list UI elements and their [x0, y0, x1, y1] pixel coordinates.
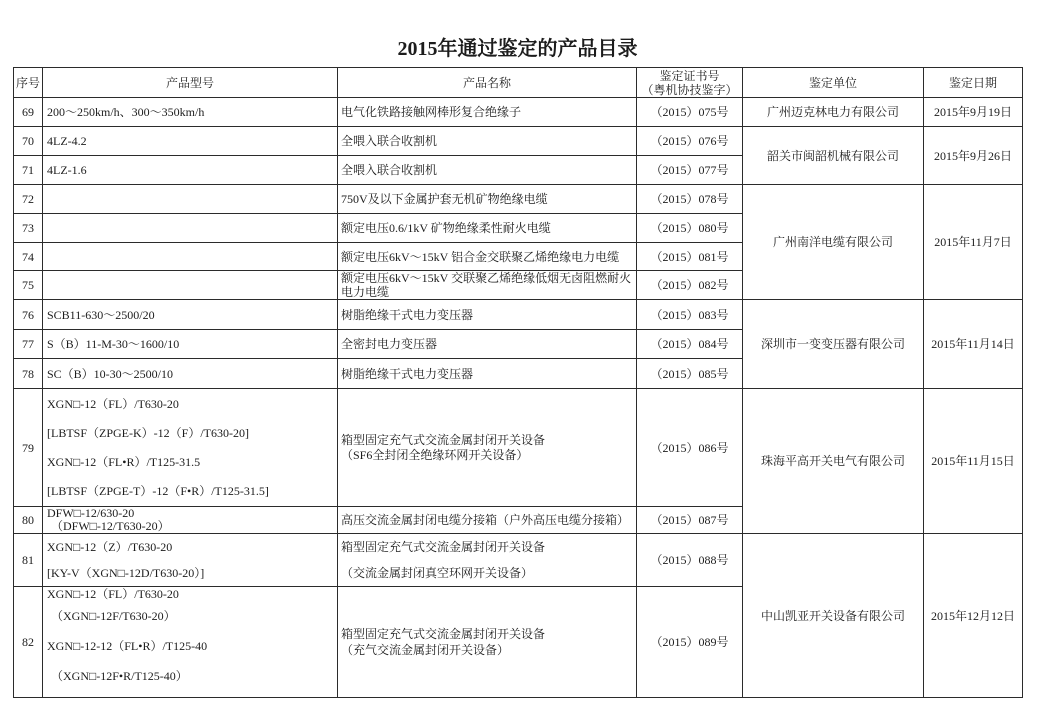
name-line: 电气化铁路接触网棒形复合绝缘子	[341, 105, 522, 119]
row-cert: （2015）087号	[637, 507, 743, 534]
model-line: （DFW□-12/T630-20）	[51, 519, 170, 533]
row-name	[338, 243, 637, 271]
name-line: 箱型固定充气式交流金属封闭开关设备	[341, 540, 546, 554]
row-cert: （2015）082号	[637, 271, 743, 300]
model-line: S（B）11-M-30～1600/10	[47, 337, 180, 351]
row-model	[43, 300, 338, 330]
table-row	[14, 534, 1023, 587]
row-model	[43, 127, 338, 156]
row-model	[43, 98, 338, 127]
model-line: XGN□-12（FL）/T630-20	[47, 587, 179, 601]
row-name	[338, 389, 637, 507]
row-name	[338, 271, 637, 300]
table-row	[14, 185, 1023, 214]
table-row	[14, 300, 1023, 330]
row-cert: （2015）083号	[637, 300, 743, 330]
row-model	[43, 156, 338, 185]
date-cell: 2015年12月12日	[924, 534, 1023, 698]
name-line: 树脂绝缘干式电力变压器	[341, 366, 474, 381]
row-seq: 76	[14, 300, 43, 330]
row-name	[338, 185, 637, 214]
row-name	[338, 507, 637, 534]
header-name: 产品名称	[338, 68, 637, 98]
row-model	[43, 185, 338, 214]
row-seq: 80	[14, 507, 43, 534]
name-line: 额定电压0.6/1kV 矿物绝缘柔性耐火电缆	[341, 221, 551, 235]
row-seq: 78	[14, 359, 43, 389]
name-line: 高压交流金属封闭电缆分接箱（户外高压电缆分接箱）	[341, 513, 630, 527]
model-line: SCB11-630～2500/20	[47, 307, 155, 322]
header-cert	[637, 68, 743, 98]
row-seq: 71	[14, 156, 43, 185]
name-line: 箱型固定充气式交流金属封闭开关设备	[341, 627, 546, 641]
name-line: 额定电压6kV～15kV 铝合金交联聚乙烯绝缘电力电缆	[341, 249, 620, 264]
row-cert: （2015）078号	[637, 185, 743, 214]
row-cert: （2015）086号	[637, 389, 743, 507]
row-name	[338, 359, 637, 389]
model-line: 4LZ-1.6	[47, 163, 87, 177]
table-row	[14, 98, 1023, 127]
model-line: 4LZ-4.2	[47, 134, 87, 148]
table-row	[14, 389, 1023, 507]
row-cert: （2015）080号	[637, 214, 743, 243]
date-cell: 2015年11月7日	[924, 185, 1023, 300]
model-line: XGN□-12（FL）/T630-20	[47, 396, 179, 411]
row-model	[43, 507, 338, 534]
row-name	[338, 300, 637, 330]
row-model	[43, 359, 338, 389]
row-name	[338, 330, 637, 359]
row-seq: 75	[14, 271, 43, 300]
header-row	[14, 68, 1023, 98]
row-cert: （2015）075号	[637, 98, 743, 127]
table-row	[14, 127, 1023, 156]
row-model	[43, 243, 338, 271]
name-line: 全喂入联合收割机	[341, 163, 438, 177]
unit-cell: 韶关市闽韶机械有限公司	[743, 127, 924, 185]
row-seq: 77	[14, 330, 43, 359]
unit-cell: 中山凯亚开关设备有限公司	[743, 534, 924, 698]
row-model	[43, 534, 338, 587]
model-line: （XGN□-12F•R/T125-40）	[51, 669, 188, 683]
row-model	[43, 389, 338, 507]
model-line: [LBTSF（ZPGE-T）-12（F•R）/T125-31.5]	[47, 483, 269, 498]
name-line: （充气交流金属封闭开关设备）	[341, 643, 510, 657]
name-line: 750V及以下金属护套无机矿物绝缘电缆	[341, 192, 548, 206]
header-cert-subtitle: （粤机协技鉴字）	[641, 82, 738, 97]
row-cert: （2015）084号	[637, 330, 743, 359]
row-cert: （2015）089号	[637, 587, 743, 698]
row-seq: 74	[14, 243, 43, 271]
row-cert: （2015）088号	[637, 534, 743, 587]
row-seq: 82	[14, 587, 43, 698]
model-line: DFW□-12/630-20	[47, 506, 135, 520]
model-line: 200～250km/h、300～350km/h	[47, 105, 205, 119]
row-model	[43, 587, 338, 698]
row-seq: 70	[14, 127, 43, 156]
name-line: 电力电缆	[341, 285, 390, 299]
model-line: [KY-V（XGN□-12D/T630-20）]	[47, 566, 205, 580]
model-line: XGN□-12（FL•R）/T125-31.5	[47, 454, 201, 469]
date-cell: 2015年11月15日	[924, 389, 1023, 534]
header-seq: 序号	[14, 68, 43, 98]
row-seq: 73	[14, 214, 43, 243]
row-model	[43, 271, 338, 300]
header-date: 鉴定日期	[924, 68, 1023, 98]
row-cert: （2015）077号	[637, 156, 743, 185]
date-cell: 2015年9月19日	[924, 98, 1023, 127]
row-model	[43, 214, 338, 243]
date-cell: 2015年11月14日	[924, 300, 1023, 389]
unit-cell: 深圳市一变变压器有限公司	[743, 300, 924, 389]
document-title: 2015年通过鉴定的产品目录	[397, 38, 638, 60]
unit-cell: 广州南洋电缆有限公司	[743, 185, 924, 300]
model-line: XGN□-12（Z）/T630-20	[47, 540, 173, 554]
name-line: （交流金属封闭真空环网开关设备）	[341, 566, 534, 580]
row-name	[338, 587, 637, 698]
header-cert-title: 鉴定证书号	[659, 68, 720, 83]
name-line: 全密封电力变压器	[341, 337, 438, 351]
row-cert: （2015）081号	[637, 243, 743, 271]
row-name	[338, 534, 637, 587]
row-name	[338, 214, 637, 243]
model-line: XGN□-12-12（FL•R）/T125-40	[47, 639, 208, 653]
name-line: （SF6全封闭全绝缘环网开关设备）	[341, 447, 529, 462]
model-line: （XGN□-12F/T630-20）	[51, 609, 176, 623]
row-name	[338, 156, 637, 185]
row-seq: 81	[14, 534, 43, 587]
row-cert: （2015）085号	[637, 359, 743, 389]
date-cell: 2015年9月26日	[924, 127, 1023, 185]
row-cert: （2015）076号	[637, 127, 743, 156]
name-line: 全喂入联合收割机	[341, 134, 438, 148]
product-catalog-table	[13, 67, 1023, 698]
row-name	[338, 98, 637, 127]
name-line: 箱型固定充气式交流金属封闭开关设备	[341, 432, 546, 447]
row-seq: 79	[14, 389, 43, 507]
row-name	[338, 127, 637, 156]
model-line: [LBTSF（ZPGE-K）-12（F）/T630-20]	[47, 425, 249, 440]
name-line: 树脂绝缘干式电力变压器	[341, 307, 474, 322]
header-unit: 鉴定单位	[743, 68, 924, 98]
header-model: 产品型号	[43, 68, 338, 98]
unit-cell: 广州迈克林电力有限公司	[743, 98, 924, 127]
model-line: SC（B）10-30～2500/10	[47, 366, 174, 381]
row-model	[43, 330, 338, 359]
row-seq: 72	[14, 185, 43, 214]
name-line: 额定电压6kV～15kV 交联聚乙烯绝缘低烟无卤阻燃耐火	[341, 271, 632, 285]
row-seq: 69	[14, 98, 43, 127]
unit-cell: 珠海平高开关电气有限公司	[743, 389, 924, 534]
